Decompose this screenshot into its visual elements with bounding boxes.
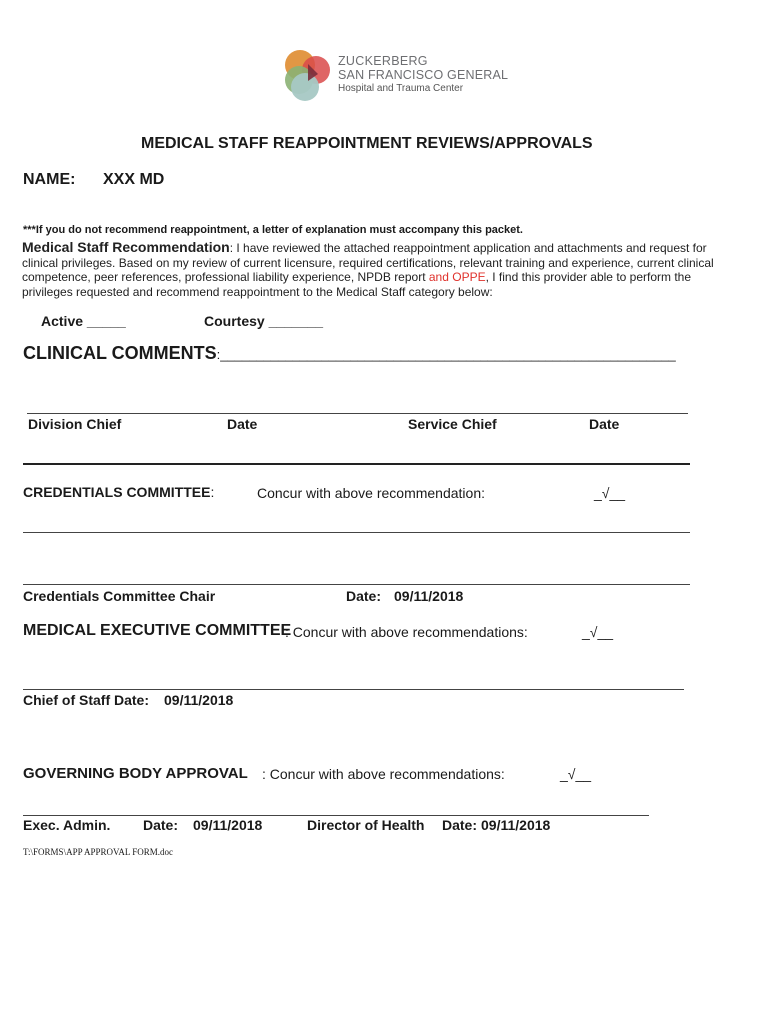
credentials-check-mark[interactable]: _√__ [594,485,626,501]
service-chief-label: Service Chief [408,416,497,432]
explanation-notice: ***If you do not recommend reappointment, a letter of explanation must accompany this packet. [23,224,523,236]
logo-mark-icon [280,48,336,102]
division-chief-date-label: Date [227,416,258,432]
page-title: MEDICAL STAFF REAPPOINTMENT REVIEWS/APPROVALS [141,135,593,152]
governing-check-mark[interactable]: _√__ [560,766,592,782]
credentials-concur-text: Concur with above recommendation: [257,485,486,501]
credentials-date-value: 09/11/2018 [394,588,464,604]
governing-body-label: GOVERNING BODY APPROVAL [23,765,248,782]
mec-concur-text: : Concur with above recommendations: [285,624,528,640]
credentials-chair-label: Credentials Committee Chair [23,588,216,604]
governing-concur-text: : Concur with above recommendations: [262,766,505,782]
category-courtesy[interactable]: Courtesy _______ [204,313,324,329]
file-path-footer: T:\FORMS\APP APPROVAL FORM.doc [23,847,174,857]
service-chief-date-label: Date [589,416,620,432]
credentials-signature-line [23,584,690,585]
director-date-label: Date: [442,817,478,833]
exec-date-value: 09/11/2018 [193,817,263,833]
director-date-value: 09/11/2018 [481,817,551,833]
chief-of-staff-label: Chief of Staff [23,692,111,708]
division-chief-label: Division Chief [28,416,122,432]
mec-check-mark[interactable]: _√__ [582,624,614,640]
category-active[interactable]: Active _____ [41,313,126,329]
credentials-committee-heading [23,484,214,500]
mec-signature-line [23,689,684,690]
signature-line-chiefs [27,413,688,414]
name-value: XXX MD [103,171,165,188]
credentials-date-label: Date: [346,588,382,604]
clinical-comments-line: :_______________________________________________________________ [216,347,676,362]
logo-line-1: ZUCKERBERG [338,54,428,68]
credentials-blank-line [23,532,690,533]
recommendation-text-1: : I have reviewed the attached reappointment application and attachments and request for clinical privileges. Based on my review of current licensure, required certifications, relevant training and experience, current clinical competence, peer references, professional liability experience, NPDB report [22,241,714,284]
exec-date-label: Date: [143,817,179,833]
credentials-committee-label: CREDENTIALS COMMITTEE [23,484,211,500]
recommendation-paragraph [22,240,722,299]
section-divider [23,463,690,465]
mec-label: MEDICAL EXECUTIVE COMMITTEE [23,622,292,639]
logo-line-2: SAN FRANCISCO GENERAL [338,68,509,82]
recommendation-heading: Medical Staff Recommendation [22,239,230,255]
clinical-comments-label: CLINICAL COMMENTS [23,343,217,363]
exec-admin-label: Exec. Admin. [23,817,111,833]
mec-date-value: 09/11/2018 [164,692,234,708]
clinical-comments-field[interactable] [23,343,676,364]
mec-date-label: Date: [114,692,150,708]
governing-signature-line [23,815,649,816]
logo-line-3: Hospital and Trauma Center [338,83,464,94]
director-of-health-label: Director of Health [307,817,425,833]
name-label: NAME: [23,171,76,188]
credentials-colon: : [210,484,215,500]
recommendation-oppe: and OPPE [428,270,486,284]
recommendation-text-2: , I find this provider able to perform the privileges requested and recommend reappointment to the Medical Staff category below: [22,270,692,299]
